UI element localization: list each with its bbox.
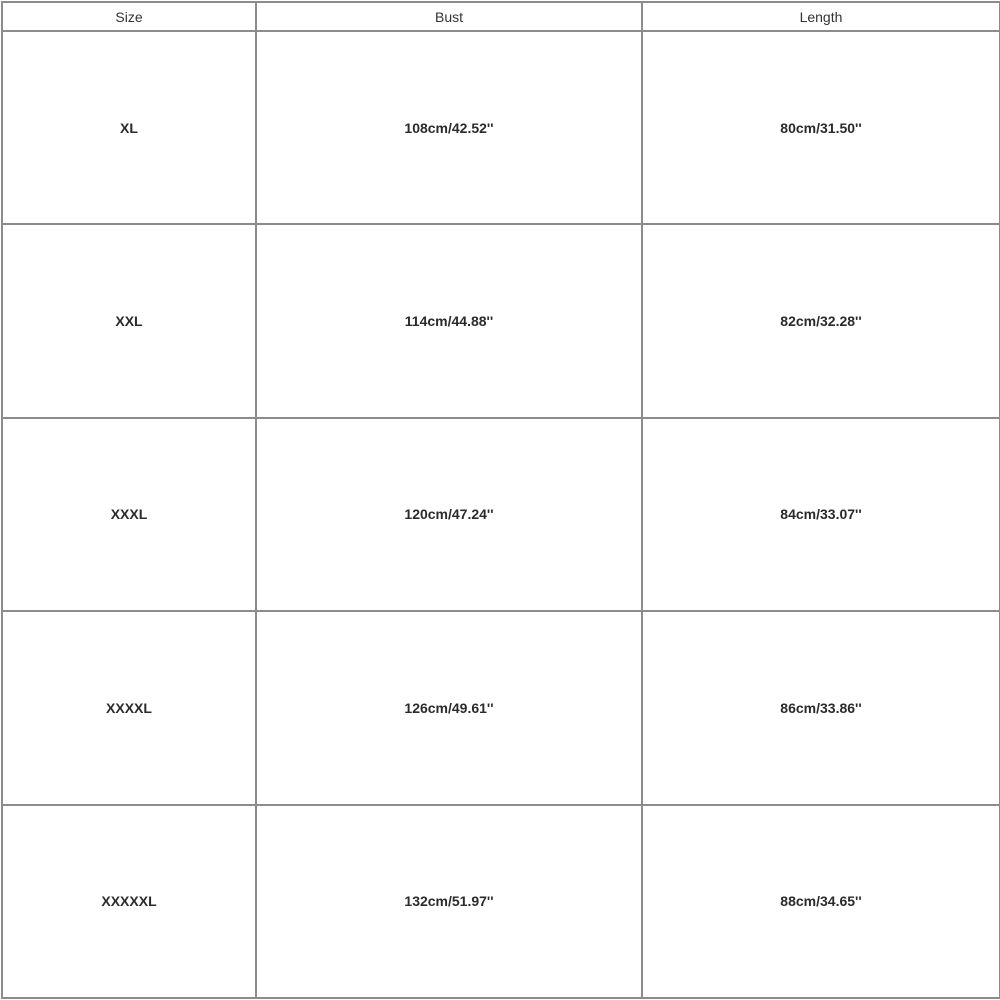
bust-cell: 120cm/47.24'' [256, 418, 642, 611]
bust-cell: 126cm/49.61'' [256, 611, 642, 804]
size-cell: XXL [2, 224, 256, 417]
size-cell: XXXL [2, 418, 256, 611]
bust-cell: 114cm/44.88'' [256, 224, 642, 417]
header-size: Size [2, 2, 256, 31]
length-cell: 82cm/32.28'' [642, 224, 1000, 417]
size-chart-table [1, 1, 1000, 999]
table-row [2, 805, 1000, 998]
header-length: Length [642, 2, 1000, 31]
table-row [2, 224, 1000, 417]
size-cell: XXXXXL [2, 805, 256, 998]
header-bust: Bust [256, 2, 642, 31]
size-cell: XXXXL [2, 611, 256, 804]
table-body [2, 31, 1000, 998]
table-row [2, 611, 1000, 804]
header-row [2, 2, 1000, 31]
length-cell: 84cm/33.07'' [642, 418, 1000, 611]
length-cell: 88cm/34.65'' [642, 805, 1000, 998]
length-cell: 86cm/33.86'' [642, 611, 1000, 804]
table-row [2, 31, 1000, 224]
size-cell: XL [2, 31, 256, 224]
bust-cell: 108cm/42.52'' [256, 31, 642, 224]
table-header [2, 2, 1000, 31]
length-cell: 80cm/31.50'' [642, 31, 1000, 224]
bust-cell: 132cm/51.97'' [256, 805, 642, 998]
table-row [2, 418, 1000, 611]
